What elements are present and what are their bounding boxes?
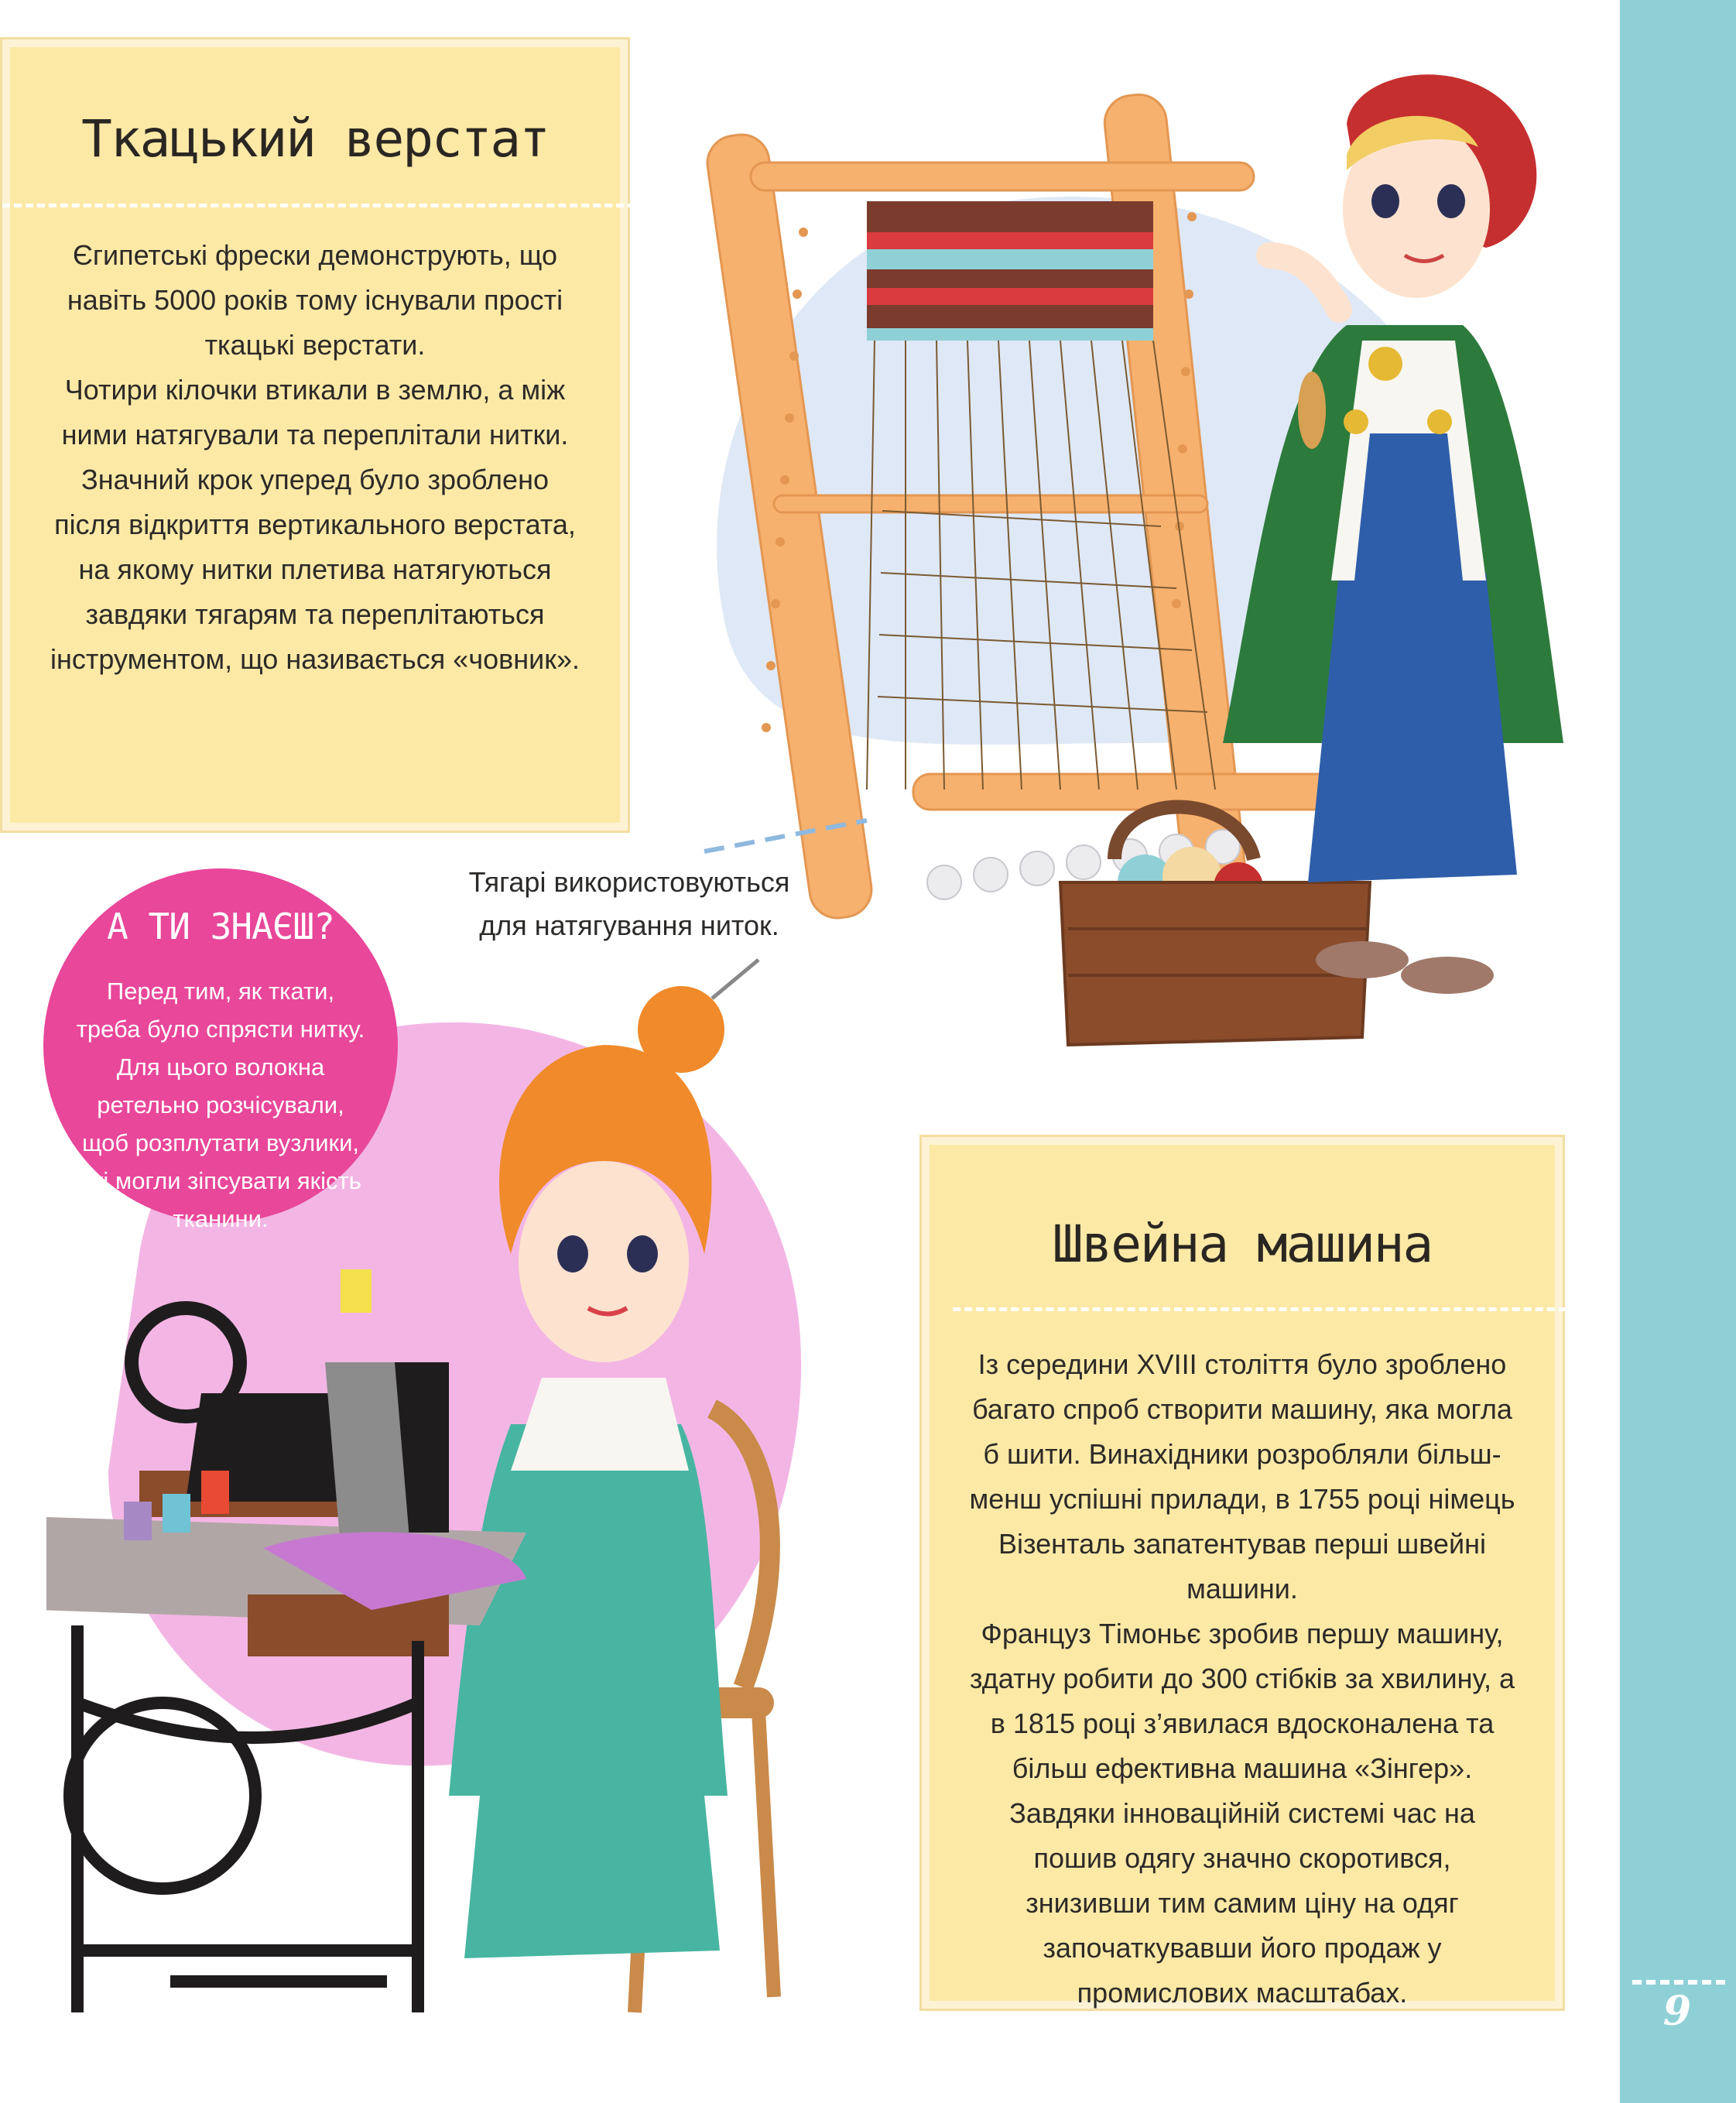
loom-text xyxy=(49,233,581,682)
side-stripe xyxy=(1620,0,1736,2103)
sewing-title: Швейна машина xyxy=(1052,1214,1433,1274)
weights-caption: Тягарі використовуються для натягування ниток. xyxy=(468,866,790,941)
sewing-paragraph: Із середини XVIII століття було зроблено багато спроб створити машину, яка могла б шити. Винахідники розробляли більш-менш успішні прилади, в 1755 році німець Візенталь запатентував перші швейні машини. xyxy=(969,1348,1515,1605)
sewing-paragraph: Француз Тімоньє зробив першу машину, здатну робити до 300 стібків за хвилину, а в 1815 році з’явилася вдосконалена та більш ефективна машина «Зінгер». Завдяки інноваційній системі час на пошив одягу значно скоротився, знизивши тим самим ціну на одяг започаткувавши його продаж у промислових масштабах. xyxy=(970,1618,1515,2009)
sewing-text xyxy=(968,1342,1516,2016)
loom-title-divider xyxy=(2,204,659,207)
sewing-title-divider xyxy=(953,1307,1578,1311)
page-number: 9 xyxy=(1662,1988,1692,2035)
loom-paragraph: Чотири кілочки втикали в землю, а між ними натягували та переплітали нитки. xyxy=(61,374,569,450)
page-number-dash xyxy=(1632,1980,1725,1985)
weaver-woman xyxy=(1223,74,1563,994)
loom-info-box xyxy=(0,37,630,833)
did-you-know-text: Перед тим, як ткати, треба було спрясти нитку. Для цього волокна ретельно розчісували, щоб розплутати вузлики, які могли зіпсувати якість тканини. xyxy=(76,978,365,1232)
did-you-know-title: А ТИ ЗНАЄШ? xyxy=(107,906,334,947)
did-you-know-circle xyxy=(43,868,398,1232)
loom-title: Ткацький верстат xyxy=(81,109,549,169)
loom-paragraph: Єгипетські фрески демонструють, що навіть 5000 років тому існували прості ткацькі верстати. xyxy=(67,239,563,361)
loom-illustration xyxy=(681,46,1618,1076)
sewing-info-box xyxy=(919,1135,1565,2011)
woven-cloth xyxy=(867,201,1153,341)
loom-paragraph: Значний крок уперед було зроблено після відкриття вертикального верстата, на якому нитки плетива натягуються завдяки тягарям та переплітаються інструментом, що називається «човник». xyxy=(50,464,580,675)
